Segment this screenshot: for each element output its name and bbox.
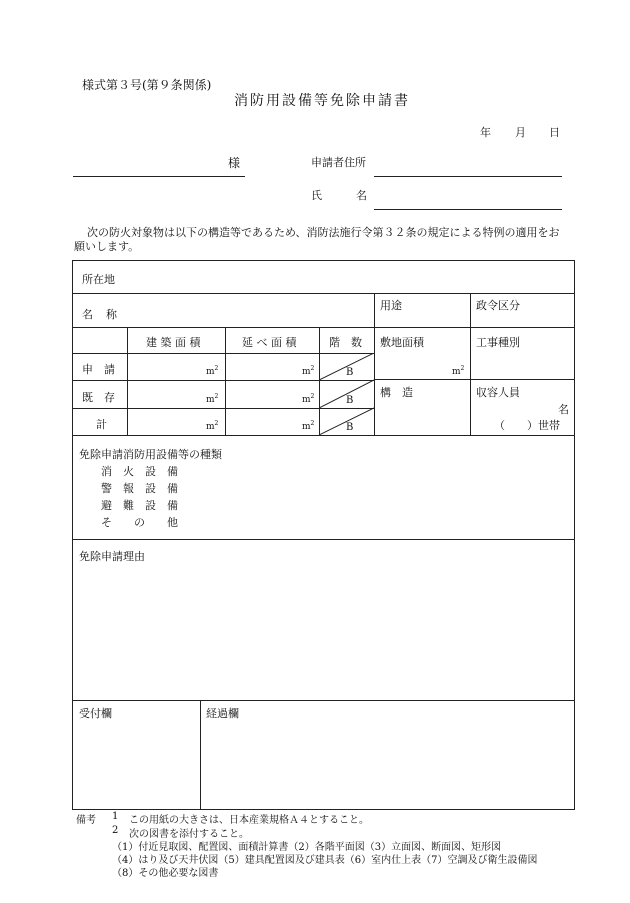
unit-sqm: $m^2$ (302, 420, 315, 432)
name-label-2: 称 (106, 308, 117, 321)
basement-mark: B (346, 367, 354, 378)
row-label-apply: 申 請 (82, 363, 115, 376)
date-year: 年 (480, 126, 491, 139)
row-label-existing: 既 存 (82, 391, 115, 404)
equipment-item: そ の 他 (101, 516, 178, 529)
persons-unit: 名 (558, 403, 569, 416)
applicant-address-label: 申請者住所 (311, 156, 366, 169)
note-text-2: 次の図書を添付すること。 (129, 829, 249, 840)
capacity-label: 収容人員 (476, 386, 520, 399)
reason-label: 免除申請理由 (79, 550, 145, 563)
note-line-5: （8）その他必要な図書 (112, 868, 219, 879)
progress-label: 経過欄 (206, 707, 239, 720)
unit-sqm: $m^2$ (206, 365, 219, 377)
note-line-3: （1）付近見取図、配置図、面積計算書（2）各階平面図（3）立面図、断面図、矩形図 (112, 842, 502, 853)
use-label: 用途 (380, 299, 402, 312)
note-number-2: 2 (112, 825, 119, 836)
applicant-name-label-1: 氏 (311, 189, 322, 202)
unit-sqm: $m^2$ (302, 365, 315, 377)
basement-mark: B (346, 395, 354, 406)
unit-sqm: $m^2$ (452, 365, 465, 377)
applicant-address-line[interactable] (374, 176, 562, 177)
name-label-1: 名 (82, 308, 93, 321)
equipment-item: 避 難 設 備 (101, 499, 178, 512)
notes-prefix: 備考 (76, 815, 96, 826)
site-area-label: 敷地面積 (380, 336, 424, 349)
equipment-item: 消 火 設 備 (101, 465, 178, 478)
note-number-1: 1 (112, 811, 119, 822)
location-label: 所在地 (82, 273, 115, 286)
intro-line-2: 願いします。 (74, 240, 140, 253)
reception-label: 受付欄 (79, 707, 112, 720)
equipment-heading: 免除申請消防用設備等の種類 (79, 448, 222, 461)
col-building-area: 建 築 面 積 (146, 336, 201, 349)
unit-sqm: $m^2$ (206, 420, 219, 432)
equipment-item: 警 報 設 備 (101, 482, 178, 495)
construction-type-label: 工事種別 (476, 336, 520, 349)
households-label: （ ）世帯 (494, 419, 560, 432)
addressee-suffix: 様 (228, 156, 241, 170)
unit-sqm: $m^2$ (302, 393, 315, 405)
date-month: 月 (515, 126, 526, 139)
intro-line-1: 次の防火対象物は以下の構造等であるため、消防法施行令第３２条の規定による特例の適用をお (87, 226, 560, 239)
basement-mark: B (346, 422, 354, 433)
ordinance-label: 政令区分 (476, 299, 520, 312)
note-text-1: この用紙の大きさは、日本産業規格Ａ４とすること。 (129, 815, 369, 826)
structure-label-1: 構 (380, 386, 391, 399)
applicant-name-label-2: 名 (356, 189, 367, 202)
col-floor-area: 延 べ 面 積 (242, 336, 297, 349)
note-line-4: （4）はり及び天井伏図（5）建具配置図及び建具表（6）室内仕上表（7）空調及び衛生設備図 (112, 855, 538, 866)
applicant-name-line[interactable] (374, 209, 562, 210)
date-day: 日 (549, 126, 560, 139)
page-title: 消防用設備等免除申請書 (234, 93, 410, 109)
col-floors: 階 数 (329, 336, 362, 349)
row-label-total: 計 (96, 418, 107, 431)
structure-label-2: 造 (402, 386, 413, 399)
addressee-line[interactable] (73, 176, 245, 177)
form-number: 様式第３号(第９条関係) (82, 78, 212, 92)
unit-sqm: $m^2$ (206, 393, 219, 405)
